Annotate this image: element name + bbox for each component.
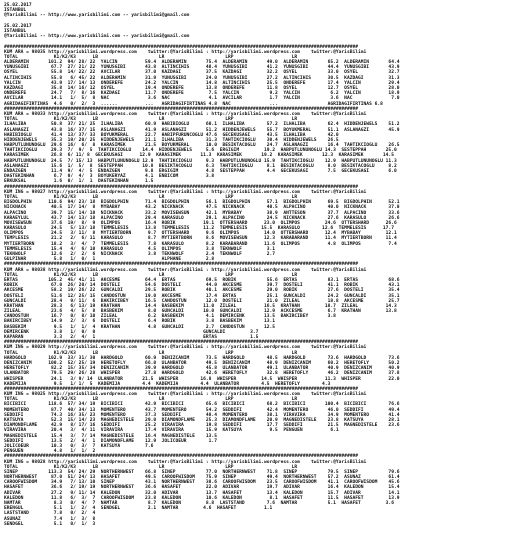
race-header: KUM ING = 98029 http://yarisbilimi.wordpress.com twitter:@YarisBilimi : http://yarisbilimi.wordpress.com twitter:@YarisBilimi [4, 345, 367, 351]
table-row: ALDERAMIN 101.2 94/ 28/ 22 YALCIN 59.4 ALDERAMIN 75.4 ALDERAMIN 49.0 ALDERAMIN 65.2 ALDERAMIN 64.4 [4, 60, 400, 66]
race-header: KUM ING = 98025 http://yarisbilimi.wordpress.com twitter:@YarisBilimi : http://yarisbilimi.wordpress.com twitter:@YarisBilimi [4, 392, 367, 398]
table-row: MOMENTERO 87.7 40/ 34/ 13 MOMENTERO 43.7 MOMENTERO 54.2 SEDDIFI 42.4 MOMENTERO 46.0 SEDDIFI 49.4 [4, 407, 400, 413]
table-row: KATSUYA 52.3 15/ 14/ 23 MAGNEDISTELE 29.0 DIAMONDFLAME 25.3 DIAMONDFLAME 20.9 MAGNEDISTELE 23.8 KATSUYA 28.1 [4, 418, 400, 423]
table-row: ALPACINO 39.7 15/ 14/ 10 NICKNACK 33.2 MOVISEWSUN 42.1 MYBABAY 38.9 ANTTESON 37.7 ALPACINO 33.6 [4, 210, 400, 216]
race-header: KUM ARA = 98038 http://yarisbilimi.wordpress.com twitter:@YarisBilimi : http://yarisbilimi.wordpress.com twitter:@YarisBilimi [4, 267, 367, 273]
separator-line: ################################################################################################################################ [4, 44, 359, 50]
column-header: TOTAL K1/K2/K3 LB LR LRP LR [4, 272, 298, 278]
header-line: 25.02.2017 [4, 3, 32, 8]
table-row: MAGNEDISTELE 15.4 3/ 7/ 14 MAGNEDISTELE 16.4 MAGNEDISTELE 13.5 [4, 433, 217, 439]
table-row: KAZDAGI 35.8 14/ 16/ 12 OSYEL 19.4 ONDEREFE 13.8 ONDEREFE 11.8 OSYEL 12.7 OSYEL 28.0 [4, 86, 400, 91]
table-row: BASBEKIM 9.5 1/ 1/ 4 KRATHAN 4.8 GUNCALDI 2.7 CANDOSTUN 12.5 [4, 324, 276, 330]
column-header: TOTAL K1/K2/K3 LB LR LRP LR [4, 350, 298, 356]
table-row: ALTINCIHIS 55.8 6/ 45/ 22 ALDERAMIN 31.9 YUNUSGIBI 24.0 YUNUSGIBI 27.2 ALTINCIHIS 30.5 KAZDAGI 31.3 [4, 75, 400, 81]
table-row: ENDAZGEN 11.4 9/ 4/ 5 ENDAZGEN 9.8 ERGIGIM 4.8 SESTEPPAH 4.4 GECEKUSAGI 7.5 GECEKUSAGI 6.0 [4, 169, 397, 174]
header-line: @YarisBilimi -- http://www.yarisbilimi.com -- yarisbilimi@gmail.com [4, 34, 190, 40]
table-row: TEMMELESIS 15.4 4/ 6/ 10 KARASULO 4.5 OLIMPOS 3.8 TEKNWOLF 3.1 [4, 246, 276, 252]
table-row: HABPUTLUNUNOGLU 24.5 7/ 15/ 13 HABPUTLUNUNOGLU 12.9 TAHTIKCIOGLU 9.3 HABPUTLUNUNOGLU 15.9 TAHTIKCIOGLU 12.9 HABPUTLUNUNOGLU 11.3 [4, 158, 397, 164]
table-row: HASAFET 36.6 2/ 19/ 19 NORTHERNWEST 36.6 HASAFET 22.0 ADIVAR 19.7 ADIVAR 16.4 KALEDON 15.4 [4, 485, 400, 491]
table-row: DEMIRCENK 3.8 1/ 0/ 0 GUNCALDI 3.7 [4, 329, 259, 335]
table-row: WHISPER 24.1 3/ 9/ 14 ULANBATOR 21.5 WHISPER 16.8 WHISPER 14.5 WHISPER 11.3 WHISPER 22.0 [4, 376, 400, 382]
column-header: TOTAL K1/K2/K3 LB LR LRP LR [4, 117, 298, 123]
column-header: TOTAL K1/K2/K3 LB LR LRP LR [4, 464, 298, 470]
column-header: TOTAL K1/K2/K3 LB LR LRP LR [4, 194, 298, 200]
table-row: LASTSTAND 7.8 0/ 2/ 4 [4, 511, 96, 517]
table-row: TEMPLESIS 21.2 2/ 6/ 11 KARASULO 8.7 MYTIERTBORN 8.6 MOVISEWSUN 12.3 KARABARAND 11.4 MYTIERTBORN 11.4 [4, 236, 397, 242]
table-row: KAPARAN 3.3 2/ 4/ 1 ERTAS 1.5 [4, 335, 259, 340]
table-row: KRATHAN 28.3 6/ 13/ 19 KRATHAN 14.4 BASBEKIM 11.0 ZILEAL 16.5 KRATHAN 18.7 ZILEAL 14.3 [4, 303, 397, 309]
table-row: ASLANAGZI 43.8 16/ 37/ 15 ASLANAGZI 41.9 ASLANAGZI 51.2 HIDDENJEWELS 55.7 BOYUKMERAL 51.1 ASLANAGZI 45.9 [4, 127, 400, 133]
table-row: HABPUTLUNUNOGLU 29.6 16/ 6/ 8 KARASIMEK 21.5 BOYUKMERAL 10.0 BESIKTACOGLU 24.7 ASLANAGZI 16.4 TAHTIKCIOGLU 26.5 [4, 143, 400, 149]
table-row: BIGDOLPHIN 110.6 94/ 23/ 18 BIGDOLPHIN 71.4 BIGDOLPHIN 56.1 BIGDOLPHIN 57.1 BIGDOLPHIN 69.5 BIGDOLPHIN 52.1 [4, 200, 400, 206]
column-header: TOTAL K1/K2/K3 LB LR LRP LR [4, 397, 298, 403]
separator-line: ################################################################################################################################ [4, 184, 359, 190]
table-row: TEKNWOLF 12.6 2/ 2/ 6 NICKNACK 3.8 TEKNWOLF 2.4 TEKNWOLF 2.7 [4, 252, 276, 257]
table-row: ERENGUL 5.1 1/ 2/ 4 SENDGEL 2.1 NAMTAR 4.6 HASAFET 1.1 [4, 506, 273, 512]
race-header: KUM ING = 98028 http://yarisbilimi.wordpress.com twitter:@YarisBilimi : http://yarisbilimi.wordpress.com twitter:@YarisBilimi [4, 459, 367, 465]
table-row: HERETOFLY 82.2 15/ 35/ 34 DENIZCANIM 39.9 HARDGOLD 45.8 ULANBATOR 49.1 ULANBATOR 40.9 DENIZCANIM 40.9 [4, 366, 400, 372]
header-line: ISTANBUL [4, 8, 27, 14]
table-row: MOVISEWSUN 37.6 19/ 8/ 9 OLIMPOS 16.4 ROBIK 19.1 OTTERSHARD 23.0 OLIMPOS 24.6 OTTERSHARD 26.6 [4, 220, 397, 226]
table-row: DIAMONDFLAME 42.9 8/ 17/ 16 SEDDIFI 25.2 VIRAVIRA 19.8 SEDDIFI 17.7 SEDDIFI 21.5 MAGNEDISTELE 23.6 [4, 423, 400, 429]
table-row: OSYEL 55.8 14/ 22/ 22 AVCILAR 37.0 KAZDAGI 37.5 KAZDAGI 32.2 OSYEL 33.0 OSYEL 32.7 [4, 70, 400, 76]
table-row: DAGTEKINHAN 6.7 0/ 4/ 3 BOYUKERYAZ 4.1 ENBICOM 3.8 [4, 174, 215, 180]
table-row: ONDEREFE 24.7 7/ 8/ 16 KAZDAGI 11.7 ONDEREFE 7.5 YALCIN 9.2 YALCIN 6.2 YALCIN 18.9 [4, 91, 400, 97]
table-row: DENIZCANIM 100.2 52/ 25/ 19 HERETOFLY 66.0 ULANBATOR 49.5 DENIZCANIM 48.9 DENIZCANIM 60.2 HERETOFLY 50.2 [4, 360, 400, 366]
table-row: HIDDENJEWELS 35.3 19/ 20/ 25 HIDDENJEWELS 21.1 ILHALIBA 31.3 TAHTIKCIOGLU 30.4 HIDDENJEWELS 26.5 [4, 137, 339, 143]
table-row: BICIBICI 118.6 57/ 34/ 19 BICIBICI 42.9 BICIBICI 65.6 BICIBICI 68.2 BICIBICI 100.4 BICIBICI 76.6 [4, 402, 400, 408]
table-row: ASUNAZ 7.4 1/ 3/ 8 [4, 516, 96, 522]
column-header: TOTAL K1/K2/K3 LB LR LRP LR [4, 54, 298, 60]
separator-line: ################################################################################################################################ [4, 386, 359, 392]
table-row: CANDOSTUN 16.7 0/ 8/ 10 ZILEAL 6.2 BASBEKIM 4.1 DEMIRCENK 13.5 BAKIRCIBEY 3.8 [4, 314, 336, 320]
table-row: NICKNACK 40.5 17/ 14/ 8 MYBABAY 43.2 NICKNACK 47.5 NICKNACK 40.5 ALPACINO 40.0 NICKNACK 37.0 [4, 205, 400, 211]
separator-line: ################################################################################################################################ [4, 262, 359, 268]
table-row: VIRAVIRA 20.4 3/ 4/ 11 VIRAVIRA 17.4 VIRAVIRA 15.9 KATSUYA 9.5 PENGUEN 6.1 [4, 428, 339, 434]
race-header: KUM ARA = 98035 http://yarisbilimi.wordpress.com twitter:@YarisBilimi : http://yarisbilimi.wordpress.com twitter:@YarisBilimi [4, 49, 367, 55]
table-row: ZILEAL 23.6 4/ 5/ 8 BASBEKIM 8.0 GUNCALDI 10.0 GUNCALDI 12.9 ACKCESME 6.7 KRATHAN 13.8 [4, 309, 397, 315]
table-row: AVCILAR 14.1 1/ 5/ 8 NAC 3.6 NAC 4.1 AVCILAR 1.7 YALCIN 3.6 NAC 7.0 [4, 96, 400, 102]
table-row: DOSTELI 51.6 12/ 25/ 15 CANDOSTUN 19.0 AKCESME 17.4 ERTAS 25.1 GUNCALDI 24.2 GUNCALDI 35.1 [4, 293, 400, 299]
table-row: MYTIERTBORN 18.2 3/ 4/ 7 TEMMELESIS 7.8 KARASULO 8.2 KARABARAND 11.6 OLIMPOS 4.8 OLIMPOS 7.4 [4, 241, 397, 247]
table-row: KADEMIJA 9.5 1/ 1/ 5 KADEMIJA 4.4 KADEMIJA 4.4 ULANBATOR 4.5 HERETOFLY 4.3 [4, 381, 331, 387]
table-row: SENDGEL 5.1 0/ 1/ 3 [4, 521, 96, 527]
table-row: KARASIMEK 26.8 6/ 11/ 8 GECEKUSAGI 12.9 KARASIMEK 11.3 KARASIMEK 19.2 KARASIMEK 12.3 KARASIMEK 14.5 [4, 153, 394, 159]
table-row: HABIBIOGLU 41.4 13/ 37/ 33 BOYUKMERAL 22.7 HABIPFURUNCOGLU 47.6 GECEKUSAGI 43.5 ILHALIBA 42.0 [4, 132, 339, 138]
separator-line: ################################################################################################################################ [4, 340, 359, 346]
table-row: ROBIK 67.0 26/ 20/ 14 DOSTELI 54.6 DOSTELI 44.0 AKCESME 39.7 DOSTELI 41.1 ROBIK 43.1 [4, 283, 400, 289]
table-row: KARASULO 24.5 5/ 13/ 18 TEMMELESIS 13.8 TEMMELESIS 11.2 TEMMELESIS 15.5 KARASULO 12.6 TEMMELESIS 17.7 [4, 226, 394, 232]
header-line: @YarisBilimi -- http://www.yarisbilimi.com -- yarisbilimi@gmail.com [4, 13, 190, 19]
table-row: KARAEYLUL 43.7 14/ 13/ 18 ALPACINO 29.4 KARASULO 29.1 ALPACINO 24.5 NICKNACK 27.6 KARASULO 26.6 [4, 215, 400, 221]
table-row: SEDDIFI 13.5 2/ 4/ 1 DIAMONDFLAME 12.9 JOLICOEUR 1.7 [4, 438, 217, 444]
table-row: ILHALIBA 50.8 37/ 21/ 25 ILHALIBA 60.9 HABIBIOGLU 60.1 ILHALIBA 57.2 ILHALIBA 62.4 HIDDENJEWELS 51.2 [4, 122, 400, 128]
table-row: TAHTIKCIOGLU 29.3 7/ 9/ 5 TAHTIKCIOGLU 14.4 HIDDENJEWELS 5.6 ERGIGIM 19.2 HABPUTLUNUNOGLU 14.3 SESTEPPAH 25.0 [4, 148, 397, 154]
table-row: OLIMPOS 24.5 3/ 11/ 8 MYTIERTBORN 9.7 OTTERSHARD 9.6 OLIMPOS 14.0 OTTERSHARD 12.4 MYBABAY 12.1 [4, 231, 397, 237]
table-row: ASLANAGZI 15.6 1/ 5/ 8 SESTEPPAH 10.8 BESIKTACOGLU 6.3 TAHTIKCIOGLU 8.1 BESIKTACOGLU 8.0 BESIKTACOGLU 8.2 [4, 163, 397, 169]
table-row: BAKIRCIBEY 14.9 2/ 3/ 6 DOSTELI 6.4 ROBIK 3.8 BASBEKIM 13.1 [4, 319, 276, 325]
table-row: PENGUEN 4.8 1/ 1/ 2 [4, 449, 96, 455]
table-row: SINEP 113.3 54/ 24/ 29 NORTHERNWEST 66.8 SINEP 77.0 NORTHERNWEST 71.8 SINEP 79.5 SINEP 79.6 [4, 469, 400, 475]
table-row: SEDDIFI 74.3 16/ 35/ 23 MOMENTERO 37.3 SEDDIFI 48.4 MOMENTERO 38.1 VIRAVIRA 34.9 MOMENTERO 41.4 [4, 412, 400, 418]
table-row: KALEDON 11.8 6/ 3/ 7 CAROOFWISDOM 23.8 KALEDON 10.6 KALEDON 8.1 HASAFET 11.5 HASAFET 13.9 [4, 495, 400, 501]
table-row: ADIVAR 27.2 9/ 11/ 14 KALEDON 32.0 ADIVAR 13.7 HASAFET 13.4 KALEDON 15.7 ADIVAR 14.1 [4, 490, 400, 496]
separator-line: ################################################################################################################################ [4, 454, 359, 460]
table-row: AGRIDAGIFIRTINAS 4.6 0/ 2/ 3 ...... ... AGRIDAGIFIRTINAS 4.8 NAC ... AGRIDAGIFIRTINAS 6.8 [4, 101, 383, 107]
table-row: ERKUKSAL 1.6 0/ 1/ 1 DAGTEKINHAN 1.5 [4, 179, 154, 185]
header-line: ISTANBUL [4, 28, 27, 34]
table-row: CAROOFWISDOM 34.9 7/ 13/ 10 SINEP 43.1 NORTHERNWEST 38.6 CAROOFWISDOM 23.5 CAROOFWISDOM 41.1 CAROOFWISDOM 45.6 [4, 480, 400, 486]
table-row: YALCIN 43.9 17/ 14/ 13 ONDEREFE 24.2 YALCIN 14.8 ALTINCIHIS 25.5 ONDEREFE 17.4 YALCIN 29.4 [4, 80, 400, 86]
table-row: HARDGOLD 102.9 33/ 31/ 30 HARDGOLD 60.9 DENIZCANIM 73.5 HARDGOLD 48.5 HARDGOLD 73.6 HARDGOLD 73.6 [4, 355, 400, 361]
table-row: GUNCALDI 28.4 9/ 11/ 6 BAKIRCIBEY 16.5 CANDOSTUN 12.0 DOSTELI 21.0 ZILEAL 18.8 AKCESME 25.7 [4, 298, 400, 304]
table-row: ERTAS 105.2 45/ 41/ 11 AKCESME 64.4 ERTAS 69.5 ROBIK 55.6 ERTAS 83.1 ERTAS 68.6 [4, 277, 400, 283]
table-row: AKCESME 58.2 19/ 26/ 22 GUNCALDI 29.5 ROBIK 40.1 AKCESME 29.0 ROBIK 27.6 DOSTELI 35.4 [4, 288, 400, 294]
table-row: NAMTAR 8.3 0/ 4/ 7 NAMTAR 8.7 KALEDON 8.8 LASTSTAND 7.6 NAMTAR 5.1 HASAFET 3.6 [4, 501, 394, 506]
table-row: NORTHERNWEST 87.0 51/ 24/ 13 HASAFET 49.5 CAROOFWISDOM 75.9 SINEP 49.4 NORTHERNWEST 57.2 ASUNAZ 61.4 [4, 475, 400, 481]
table-row: YUNUSGIBI 67.7 27/ 21/ 22 YUNUSGIBI 43.8 ALTINCIHIS 48.4 YUNUSGIBI 41.2 YUNUSGIBI 44.4 YUNUSGIBI 43.9 [4, 65, 400, 71]
table-row: JOLICOEUR 10.3 0/ 3/ 7 KATSUYA 7.6 [4, 443, 154, 449]
race-header: KUM ARA = 98033 http://yarisbilimi.wordpress.com twitter:@YarisBilimi : http://yarisbilimi.wordpress.com twitter:@YarisBilimi [4, 111, 367, 117]
header-line: 25.02.2017 [4, 23, 32, 29]
table-row: ULANBATOR 79.5 29/ 26/ 28 WHISPER 27.8 HARDGOLD 42.6 HERETOFLY 32.8 HERETOFLY 46.2 DENIZCANIM 37.8 [4, 371, 400, 377]
table-row: GULPINAR 5.8 1/ 0/ 1 ALPHANE 2.8 [4, 257, 215, 263]
race-header: KUM ING = 98027 http://yarisbilimi.wordpress.com twitter:@YarisBilimi : http://yarisbilimi.wordpress.com twitter:@YarisBilimi [4, 189, 367, 195]
separator-line: ################################################################################################################################ [4, 106, 359, 112]
